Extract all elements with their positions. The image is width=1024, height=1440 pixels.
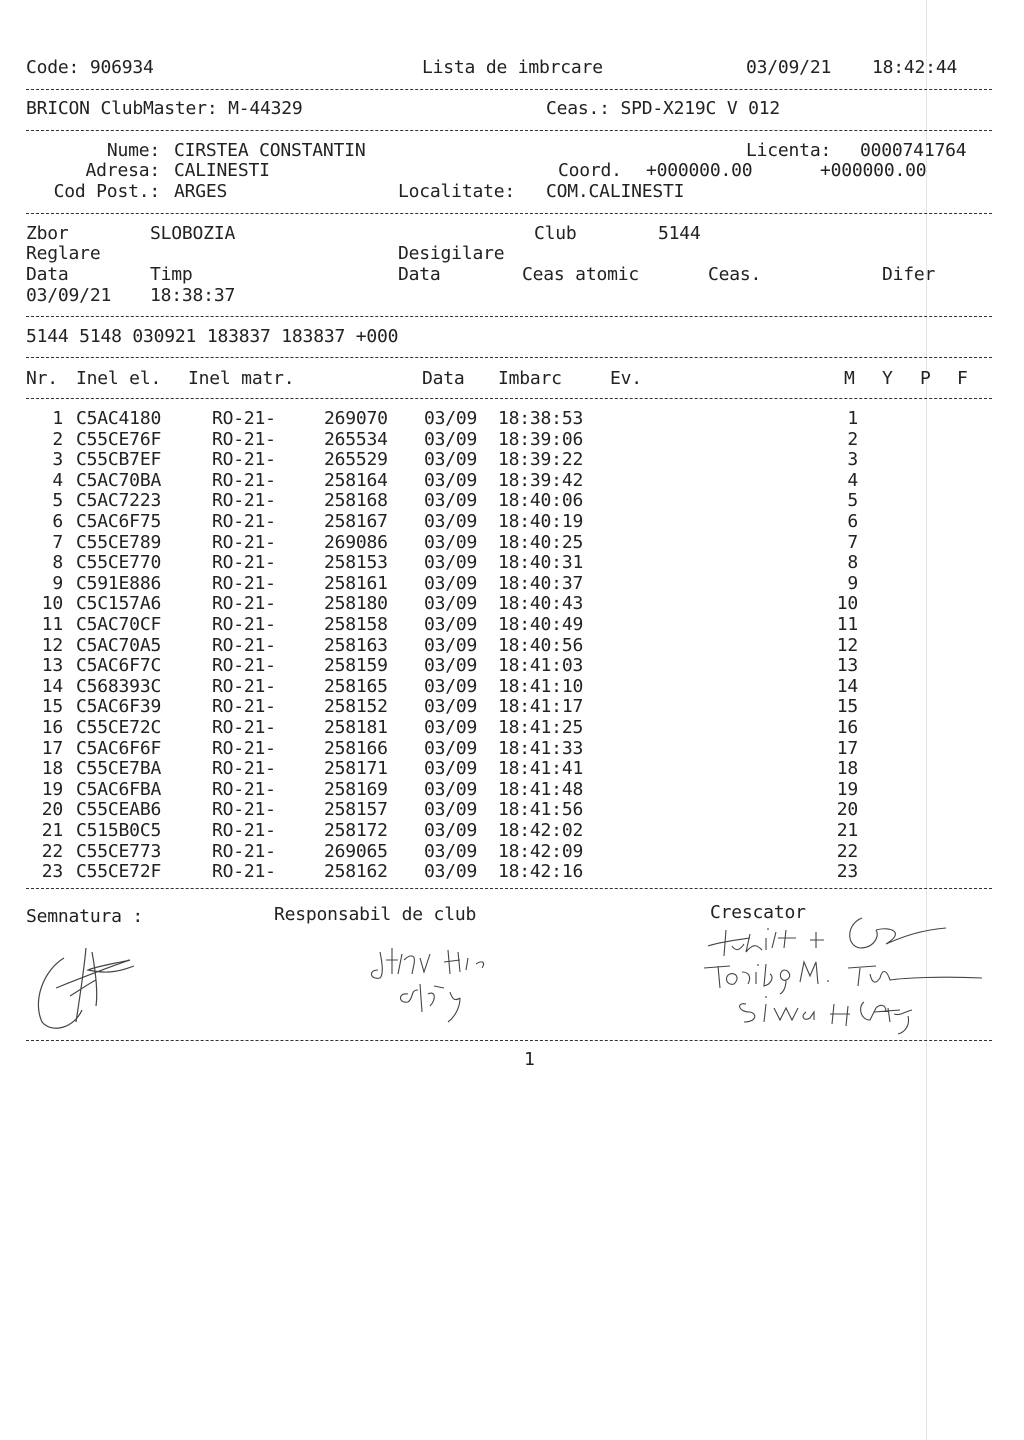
row-position: 22	[836, 840, 858, 862]
row-ring-prefix: RO-21-	[212, 655, 276, 677]
row-inel-el: C55CE7BA	[76, 758, 162, 780]
row-date: 03/09	[424, 675, 478, 697]
row-inel-el: C55CE76F	[76, 428, 162, 450]
row-time: 18:41:25	[498, 717, 584, 738]
row-time: 18:39:22	[498, 449, 584, 471]
semnatura-label: Semnatura :	[26, 906, 144, 927]
row-nr: 2	[52, 428, 63, 450]
responsabil-signature	[364, 940, 504, 1030]
col-header-data: Data	[422, 368, 465, 389]
row-date: 03/09	[424, 758, 478, 780]
col-header-inel-matr: Inel matr.	[188, 368, 295, 389]
row-position: 14	[836, 675, 858, 697]
row-position: 6	[847, 511, 858, 532]
owner-name: CIRSTEA CONSTANTIN	[174, 140, 366, 161]
col-header-y: Y	[882, 368, 893, 389]
difer-label: Difer	[882, 264, 936, 285]
row-inel-matr: 258166	[324, 737, 388, 759]
clubmaster-label: BRICON ClubMaster: M-44329	[26, 98, 303, 119]
row-time: 18:40:25	[498, 531, 584, 553]
row-inel-matr: 258157	[324, 799, 388, 821]
postcode-label: Cod Post.:	[53, 181, 160, 202]
row-position: 21	[836, 820, 858, 841]
clock-sync-line: 5144 5148 030921 183837 183837 +000	[26, 326, 399, 347]
address-label: Adresa:	[85, 160, 160, 181]
timp-label: Timp	[150, 264, 193, 285]
row-ring-prefix: RO-21-	[212, 778, 276, 800]
row-position: 11	[836, 614, 858, 635]
row-ring-prefix: RO-21-	[212, 799, 276, 821]
owner-address: CALINESTI	[174, 160, 270, 181]
row-time: 18:38:53	[498, 408, 584, 429]
row-inel-matr: 258167	[324, 511, 388, 532]
row-ring-prefix: RO-21-	[212, 696, 276, 718]
row-nr: 21	[41, 820, 63, 841]
data-label: Data	[26, 264, 69, 285]
row-date: 03/09	[424, 511, 478, 532]
row-ring-prefix: RO-21-	[212, 861, 276, 883]
row-inel-el: C5AC6F39	[76, 696, 162, 718]
row-date: 03/09	[424, 717, 478, 738]
flight-location: SLOBOZIA	[150, 223, 236, 244]
row-inel-el: C55CE773	[76, 840, 162, 862]
col-header-nr: Nr.	[26, 368, 58, 389]
row-inel-matr: 258181	[324, 717, 388, 738]
row-time: 18:40:56	[498, 634, 584, 656]
coord-lat: +000000.00	[646, 160, 753, 181]
row-date: 03/09	[424, 552, 478, 574]
header-time: 18:42:44	[872, 57, 958, 78]
row-inel-matr: 269086	[324, 531, 388, 553]
row-time: 18:42:16	[498, 861, 584, 883]
row-date: 03/09	[424, 490, 478, 512]
row-time: 18:41:56	[498, 799, 584, 821]
row-time: 18:39:42	[498, 469, 584, 491]
row-inel-el: C591E886	[76, 572, 162, 594]
name-label: Nume:	[106, 140, 160, 161]
row-inel-el: C55CE770	[76, 552, 162, 574]
row-time: 18:40:06	[498, 490, 584, 512]
responsabil-label: Responsabil de club	[274, 904, 477, 925]
row-inel-el: C515B0C5	[76, 820, 162, 841]
reglare-time: 18:38:37	[150, 285, 236, 306]
row-time: 18:40:31	[498, 552, 584, 574]
row-inel-el: C5AC70CF	[76, 614, 162, 635]
row-position: 19	[836, 778, 858, 800]
club-label: Club	[534, 223, 577, 244]
divider	[26, 130, 992, 131]
scan-edge-line	[926, 0, 927, 1440]
header-date: 03/09/21	[746, 57, 832, 78]
row-inel-matr: 258165	[324, 675, 388, 697]
row-date: 03/09	[424, 799, 478, 821]
row-time: 18:41:41	[498, 758, 584, 780]
page-number: 1	[524, 1049, 535, 1070]
row-ring-prefix: RO-21-	[212, 552, 276, 574]
owner-locality: COM.CALINESTI	[546, 181, 685, 202]
row-position: 23	[836, 861, 858, 883]
owner-postcode: ARGES	[174, 181, 228, 202]
row-inel-matr: 258172	[324, 820, 388, 841]
row-ring-prefix: RO-21-	[212, 614, 276, 635]
row-nr: 10	[41, 593, 63, 615]
row-inel-el: C55CE72F	[76, 861, 162, 883]
row-date: 03/09	[424, 861, 478, 883]
row-nr: 14	[41, 675, 63, 697]
row-nr: 19	[41, 778, 63, 800]
desig-data-label: Data	[398, 264, 441, 285]
row-date: 03/09	[424, 428, 478, 450]
row-time: 18:41:10	[498, 675, 584, 697]
divider	[26, 1040, 992, 1041]
row-position: 12	[836, 634, 858, 656]
col-header-f: F	[957, 368, 968, 389]
row-nr: 11	[41, 614, 63, 635]
col-header-p: P	[920, 368, 931, 389]
row-position: 3	[847, 449, 858, 471]
row-time: 18:41:03	[498, 655, 584, 677]
row-position: 13	[836, 655, 858, 677]
row-inel-el: C55CB7EF	[76, 449, 162, 471]
row-date: 03/09	[424, 408, 478, 429]
row-nr: 20	[41, 799, 63, 821]
row-time: 18:42:02	[498, 820, 584, 841]
row-nr: 9	[52, 572, 63, 594]
row-nr: 15	[41, 696, 63, 718]
row-nr: 4	[52, 469, 63, 491]
zbor-label: Zbor	[26, 223, 69, 244]
row-ring-prefix: RO-21-	[212, 820, 276, 841]
row-position: 5	[847, 490, 858, 512]
row-ring-prefix: RO-21-	[212, 572, 276, 594]
row-position: 4	[847, 469, 858, 491]
licence-label: Licenta:	[746, 140, 832, 161]
row-inel-matr: 269070	[324, 408, 388, 429]
row-time: 18:40:49	[498, 614, 584, 635]
row-inel-el: C55CE72C	[76, 717, 162, 738]
row-time: 18:40:19	[498, 511, 584, 532]
row-time: 18:39:06	[498, 428, 584, 450]
reglare-date: 03/09/21	[26, 285, 112, 306]
row-position: 10	[836, 593, 858, 615]
row-time: 18:40:37	[498, 572, 584, 594]
document-title: Lista de imbrcare	[422, 57, 603, 78]
col-header-inel-el: Inel el.	[76, 368, 162, 389]
row-inel-matr: 258161	[324, 572, 388, 594]
row-ring-prefix: RO-21-	[212, 634, 276, 656]
col-header-ev: Ev.	[610, 368, 642, 389]
row-inel-el: C5AC4180	[76, 408, 162, 429]
row-nr: 23	[41, 861, 63, 883]
desigilare-label: Desigilare	[398, 243, 505, 264]
row-nr: 8	[52, 552, 63, 574]
row-inel-matr: 258162	[324, 861, 388, 883]
row-date: 03/09	[424, 820, 478, 841]
row-nr: 16	[41, 717, 63, 738]
row-date: 03/09	[424, 840, 478, 862]
row-date: 03/09	[424, 531, 478, 553]
row-inel-el: C5AC6F6F	[76, 737, 162, 759]
row-inel-el: C5AC7223	[76, 490, 162, 512]
divider	[26, 89, 992, 90]
row-ring-prefix: RO-21-	[212, 469, 276, 491]
crescator-label: Crescator	[710, 902, 806, 923]
semnatura-signature	[26, 930, 146, 1040]
row-time: 18:41:33	[498, 737, 584, 759]
row-ring-prefix: RO-21-	[212, 737, 276, 759]
row-time: 18:40:43	[498, 593, 584, 615]
row-inel-matr: 258169	[324, 778, 388, 800]
row-nr: 1	[52, 408, 63, 429]
row-nr: 18	[41, 758, 63, 780]
row-date: 03/09	[424, 593, 478, 615]
row-position: 8	[847, 552, 858, 574]
divider	[26, 888, 992, 889]
row-nr: 13	[41, 655, 63, 677]
row-date: 03/09	[424, 778, 478, 800]
row-position: 9	[847, 572, 858, 594]
row-date: 03/09	[424, 737, 478, 759]
coord-label: Coord.	[558, 160, 622, 181]
row-ring-prefix: RO-21-	[212, 717, 276, 738]
row-inel-matr: 258164	[324, 469, 388, 491]
divider	[26, 398, 992, 399]
row-position: 18	[836, 758, 858, 780]
col-header-m: M	[844, 368, 855, 389]
row-ring-prefix: RO-21-	[212, 428, 276, 450]
row-ring-prefix: RO-21-	[212, 675, 276, 697]
row-inel-el: C5AC6F7C	[76, 655, 162, 677]
row-position: 16	[836, 717, 858, 738]
row-inel-matr: 265529	[324, 449, 388, 471]
reglare-label: Reglare	[26, 243, 101, 264]
row-ring-prefix: RO-21-	[212, 490, 276, 512]
crescator-signature	[700, 912, 990, 1037]
row-nr: 7	[52, 531, 63, 553]
row-inel-el: C568393C	[76, 675, 162, 697]
row-inel-el: C55CE789	[76, 531, 162, 553]
row-inel-matr: 258158	[324, 614, 388, 635]
row-ring-prefix: RO-21-	[212, 511, 276, 532]
row-inel-el: C5AC6FBA	[76, 778, 162, 800]
row-inel-el: C5C157A6	[76, 593, 162, 615]
ceas-atomic-label: Ceas atomic	[522, 264, 640, 285]
row-ring-prefix: RO-21-	[212, 593, 276, 615]
row-date: 03/09	[424, 634, 478, 656]
row-nr: 6	[52, 511, 63, 532]
club-number: 5144	[658, 223, 701, 244]
row-date: 03/09	[424, 469, 478, 491]
row-position: 1	[847, 408, 858, 429]
row-position: 15	[836, 696, 858, 718]
ceas-label: Ceas.	[708, 264, 762, 285]
row-date: 03/09	[424, 572, 478, 594]
row-inel-matr: 258180	[324, 593, 388, 615]
row-inel-el: C5AC70BA	[76, 469, 162, 491]
row-position: 2	[847, 428, 858, 450]
row-nr: 12	[41, 634, 63, 656]
row-inel-matr: 258153	[324, 552, 388, 574]
row-time: 18:41:17	[498, 696, 584, 718]
row-inel-matr: 258171	[324, 758, 388, 780]
row-inel-matr: 269065	[324, 840, 388, 862]
licence-number: 0000741764	[860, 140, 967, 161]
row-inel-matr: 258159	[324, 655, 388, 677]
row-ring-prefix: RO-21-	[212, 408, 276, 429]
divider	[26, 357, 992, 358]
divider	[26, 316, 992, 317]
locality-label: Localitate:	[398, 181, 516, 202]
row-position: 20	[836, 799, 858, 821]
row-date: 03/09	[424, 655, 478, 677]
row-ring-prefix: RO-21-	[212, 758, 276, 780]
coord-lon: +000000.00	[820, 160, 927, 181]
row-time: 18:41:48	[498, 778, 584, 800]
row-nr: 22	[41, 840, 63, 862]
row-date: 03/09	[424, 614, 478, 635]
row-ring-prefix: RO-21-	[212, 840, 276, 862]
clock-model: Ceas.: SPD-X219C V 012	[546, 98, 781, 119]
row-inel-el: C5AC6F75	[76, 511, 162, 532]
row-inel-matr: 258168	[324, 490, 388, 512]
row-inel-matr: 258163	[324, 634, 388, 656]
row-nr: 17	[41, 737, 63, 759]
row-ring-prefix: RO-21-	[212, 531, 276, 553]
row-date: 03/09	[424, 449, 478, 471]
divider	[26, 213, 992, 214]
row-inel-matr: 265534	[324, 428, 388, 450]
row-position: 7	[847, 531, 858, 553]
row-nr: 3	[52, 449, 63, 471]
row-position: 17	[836, 737, 858, 759]
row-inel-el: C5AC70A5	[76, 634, 162, 656]
row-inel-matr: 258152	[324, 696, 388, 718]
row-date: 03/09	[424, 696, 478, 718]
row-inel-el: C55CEAB6	[76, 799, 162, 821]
row-time: 18:42:09	[498, 840, 584, 862]
code-label: Code: 906934	[26, 57, 154, 78]
row-ring-prefix: RO-21-	[212, 449, 276, 471]
row-nr: 5	[52, 490, 63, 512]
col-header-imbarc: Imbarc	[498, 368, 562, 389]
